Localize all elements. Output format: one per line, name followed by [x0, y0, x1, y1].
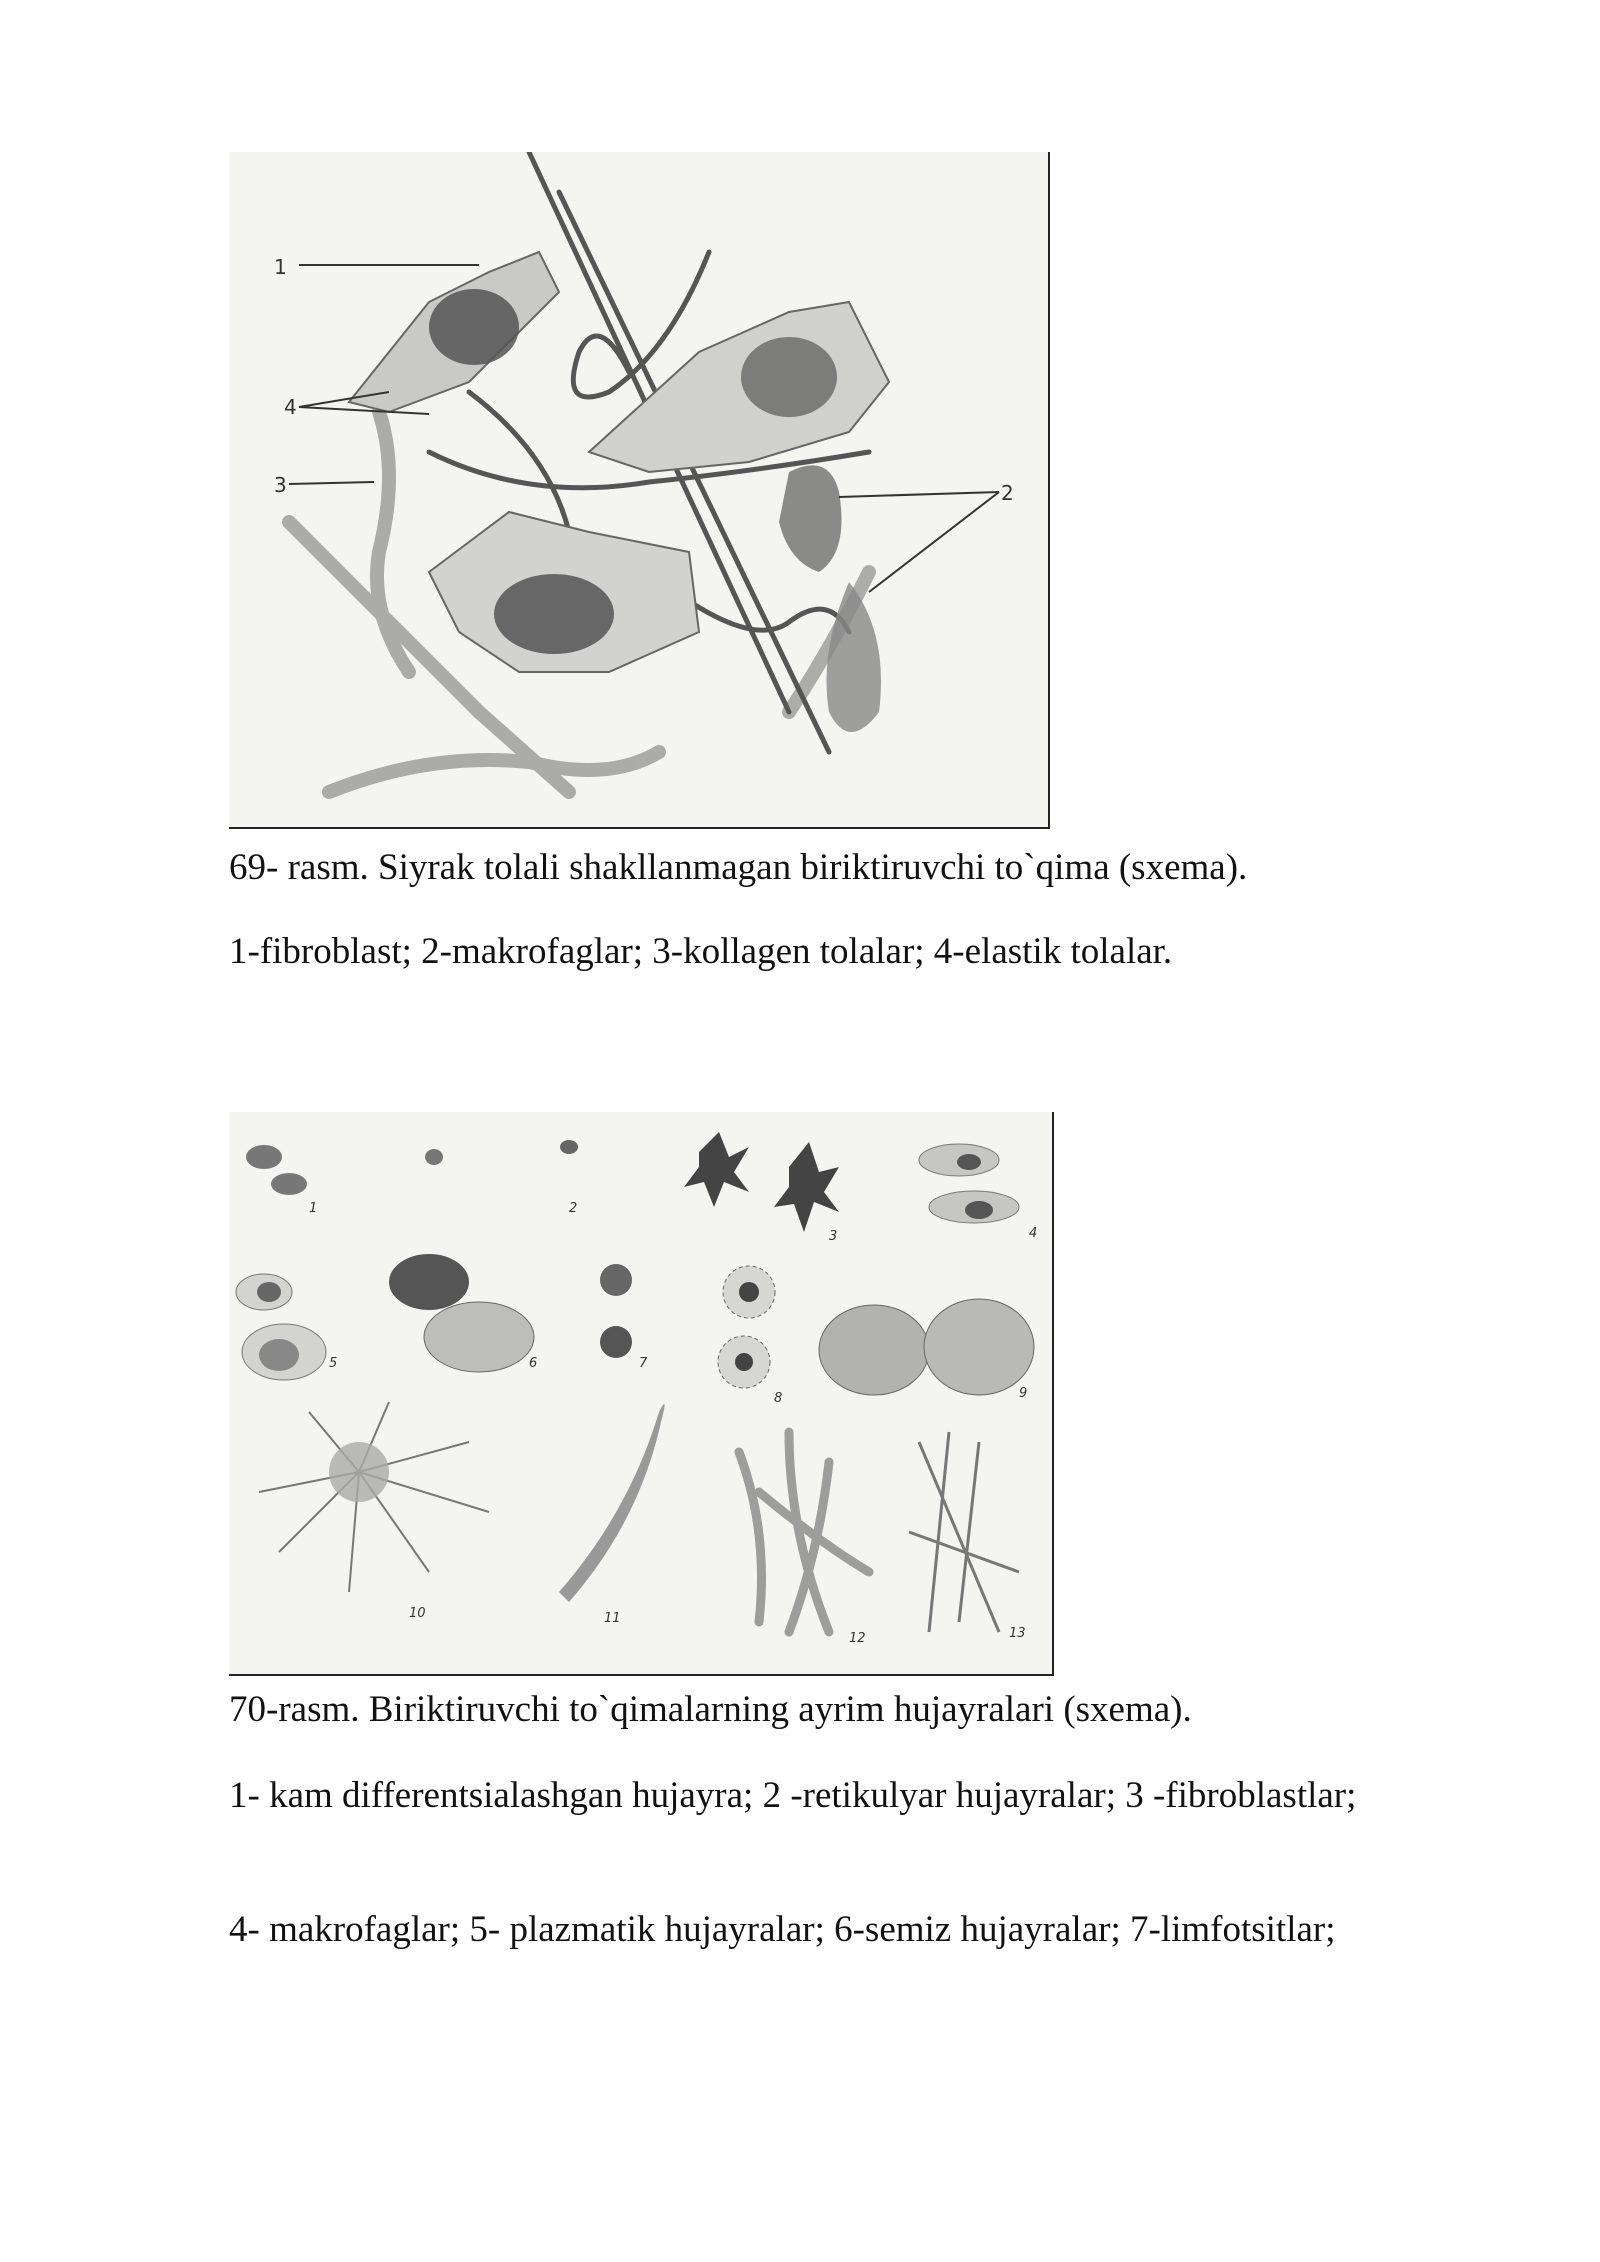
figure-70-label: 5 — [329, 1356, 338, 1371]
figure-70-legend-line1: 1- kam differentsialashgan hujayra; 2 -retikulyar hujayralar; 3 -fibroblastlar; — [229, 1775, 1357, 1816]
figure-70-label: 2 — [569, 1201, 578, 1216]
figure-70-label: 9 — [1019, 1386, 1028, 1401]
figure-70-label: 1 — [309, 1201, 318, 1216]
figure-70-label: 4 — [1029, 1226, 1038, 1241]
figure-69-legend: 1-fibroblast; 2-makrofaglar; 3-kollagen tolalar; 4-elastik tolalar. — [229, 931, 1173, 972]
figure-70-label: 11 — [604, 1611, 621, 1626]
figure-70-label: 8 — [774, 1391, 783, 1406]
figure-70-label: 7 — [639, 1356, 648, 1371]
figure-70-drawing — [229, 1112, 1052, 1674]
figure-69-label: 3 — [274, 473, 287, 497]
figure-70-illustration — [229, 1112, 1054, 1676]
figure-70-label: 13 — [1009, 1626, 1026, 1641]
figure-70-label: 10 — [409, 1606, 426, 1621]
figure-69-drawing — [229, 152, 1048, 827]
figure-69-illustration — [229, 152, 1050, 829]
figure-70-label: 12 — [849, 1631, 866, 1646]
figure-70-caption: 70-rasm. Biriktiruvchi to`qimalarning ayrim hujayralari (sxema). — [229, 1689, 1192, 1730]
figure-69-label: 1 — [274, 255, 287, 279]
figure-69-caption: 69- rasm. Siyrak tolali shakllanmagan biriktiruvchi to`qima (sxema). — [229, 847, 1248, 888]
figure-69-label: 4 — [284, 395, 297, 419]
figure-70-label: 6 — [529, 1356, 538, 1371]
figure-70-label: 3 — [829, 1229, 838, 1244]
figure-69-label: 2 — [1001, 481, 1014, 505]
figure-70-legend-line2: 4- makrofaglar; 5- plazmatik hujayralar; 6-semiz hujayralar; 7-limfotsitlar; — [229, 1909, 1336, 1950]
